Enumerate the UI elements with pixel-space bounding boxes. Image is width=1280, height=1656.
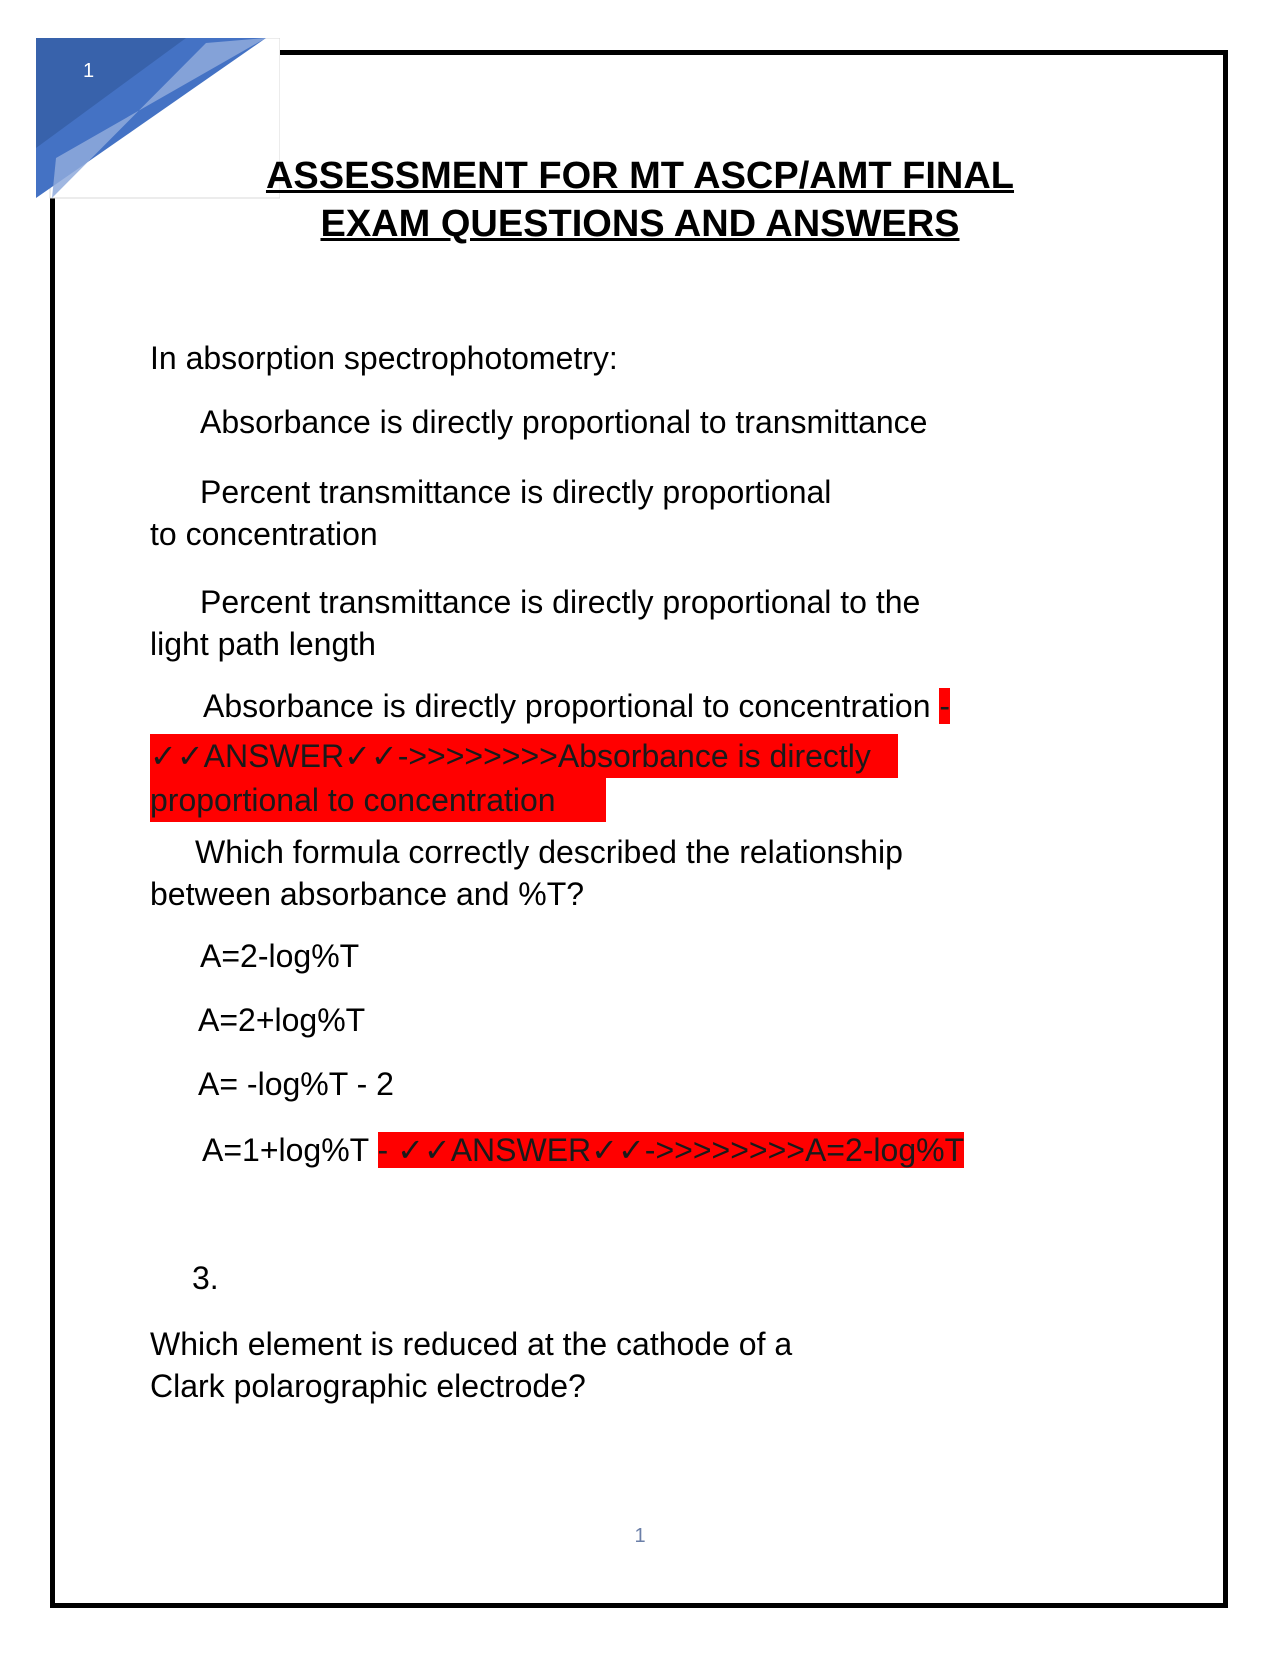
q1-option-b-line-1: Percent transmittance is directly proportional xyxy=(200,474,832,510)
q2-option-d-text: A=1+log%T xyxy=(202,1132,378,1168)
q2-option-b: A=2+log%T xyxy=(198,1002,366,1038)
q1-answer-line-1: ✓✓ANSWER✓✓->>>>>>>>Absorbance is directly xyxy=(150,738,871,774)
q1-option-c-line-2: light path length xyxy=(150,626,376,662)
q2-stem-line-2: between absorbance and %T? xyxy=(150,876,585,912)
corner-page-number: 1 xyxy=(83,60,95,82)
q2-answer: - ✓✓ANSWER✓✓->>>>>>>>A=2-log%T xyxy=(377,1132,965,1168)
q2-option-a: A=2-log%T xyxy=(200,938,360,974)
q1-option-c-line-1: Percent transmittance is directly proportional to the xyxy=(200,584,921,620)
q1-option-d xyxy=(203,684,950,728)
q1-stem: In absorption spectrophotometry: xyxy=(150,340,618,376)
q2-stem-line-1: Which formula correctly described the relationship xyxy=(195,834,903,870)
q1-option-d-text: Absorbance is directly proportional to concentration xyxy=(203,688,940,724)
q1-answer-dash: - xyxy=(939,688,951,724)
q2-option-d xyxy=(202,1128,964,1172)
q1-option-b-line-2: to concentration xyxy=(150,516,378,552)
q2-option-c: A= -log%T - 2 xyxy=(198,1066,394,1102)
document-title-line-1: ASSESSMENT FOR MT ASCP/AMT FINAL xyxy=(265,155,1015,197)
q3-number: 3. xyxy=(192,1260,219,1296)
q1-option-a: Absorbance is directly proportional to transmittance xyxy=(200,404,928,440)
q3-stem-line-2: Clark polarographic electrode? xyxy=(150,1368,586,1404)
footer-page-number: 1 xyxy=(634,1525,646,1547)
document-title-line-2: EXAM QUESTIONS AND ANSWERS xyxy=(320,203,960,245)
q1-answer-line-2: proportional to concentration xyxy=(150,782,556,818)
q3-stem-line-1: Which element is reduced at the cathode of a xyxy=(150,1326,793,1362)
